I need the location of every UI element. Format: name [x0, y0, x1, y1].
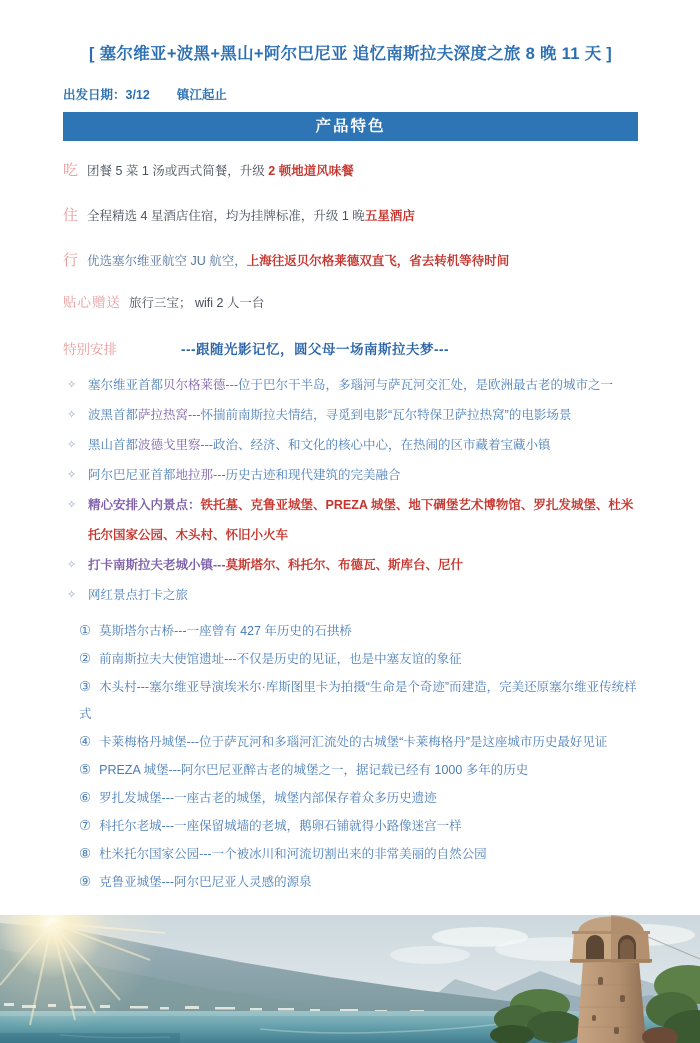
bullet-item-included-sights [63, 490, 638, 550]
numbered-text: 克鲁亚城堡---阿尔巴尼亚人灵感的源泉 [99, 875, 312, 889]
special-arrangement-row [63, 338, 638, 358]
numbered-sight-list [63, 617, 638, 896]
circled-number-icon: ④ [79, 734, 92, 749]
circled-number-icon: ⑥ [79, 790, 92, 805]
numbered-item [79, 840, 638, 868]
diamond-bullet-icon: ✧ [67, 439, 77, 451]
feature-highlight: 五星酒店 [364, 209, 415, 223]
diamond-bullet-icon: ✧ [67, 589, 77, 601]
bullet-item-old-towns [63, 550, 638, 580]
feature-row-hotel [63, 204, 638, 225]
numbered-item [79, 868, 638, 896]
page-title: [ 塞尔维亚+波黑+黑山+阿尔巴尼亚 追忆南斯拉夫深度之旅 8 晚 11 天 ] [88, 45, 613, 63]
diamond-bullet-icon: ✧ [67, 499, 77, 511]
numbered-text: 杜米托尔国家公园---一个被冰川和河流切割出来的非常美丽的自然公园 [99, 847, 487, 861]
circled-number-icon: ② [79, 651, 92, 666]
numbered-text: PREZA 城堡---阿尔巴尼亚醉古老的城堡之一，据记载已经有 1000 多年的历史 [99, 763, 529, 777]
feature-highlight: 2 顿地道风味餐 [268, 164, 354, 178]
bullet-text: 打卡南斯拉夫老城小镇---莫斯塔尔、科托尔、布德瓦、斯库台、尼什 [88, 558, 464, 572]
bullet-text: 精心安排入内景点：铁托墓、克鲁亚城堡、PREZA 城堡、地下碉堡艺术博物馆、罗扎发城堡、杜米托尔国家公园、木头村、怀旧小火车 [88, 498, 634, 542]
circled-number-icon: ⑧ [79, 846, 92, 861]
numbered-item [79, 673, 638, 728]
feature-row-gift [63, 291, 638, 311]
special-arrangement-slogan: ---跟随光影记忆，圆父母一场南斯拉夫梦--- [181, 342, 449, 357]
feature-label-flight: 行 [63, 252, 80, 269]
diamond-bullet-icon: ✧ [67, 409, 77, 421]
departure-info [63, 85, 638, 103]
feature-label-gift: 贴心赠送 [63, 295, 121, 310]
numbered-text: 木头村---塞尔维亚导演埃米尔·库斯图里卡为拍摄“生命是个奇迹”而建造，完美还原塞尔维亚传统样式 [79, 680, 637, 721]
numbered-text: 卡莱梅格丹城堡---位于萨瓦河和多瑙河汇流处的古城堡“卡莱梅格丹”是这座城市历史最好见证 [99, 735, 608, 749]
diamond-bullet-icon: ✧ [67, 469, 77, 481]
section-banner-product-features: 产品特色 [63, 112, 638, 141]
feature-text: 团餐 5 菜 1 汤或西式简餐，升级 2 顿地道风味餐 [87, 164, 354, 178]
bullet-text: 波黑首都萨拉热窝---怀揣前南斯拉夫情结，寻觅到电影“瓦尔特保卫萨拉热窝”的电影场景 [88, 408, 572, 422]
numbered-item [79, 812, 638, 840]
bullet-item-photo-spots [63, 580, 638, 610]
special-arrangement-label: 特别安排 [63, 342, 117, 357]
bullet-text: 阿尔巴尼亚首都地拉那---历史古迹和现代建筑的完美融合 [88, 468, 401, 482]
circled-number-icon: ⑦ [79, 818, 92, 833]
feature-row-flight [63, 249, 638, 270]
departure-city: 镇江起止 [176, 88, 227, 102]
circled-number-icon: ① [79, 623, 92, 638]
feature-label-food: 吃 [63, 162, 80, 179]
bullet-item-sarajevo [63, 400, 638, 430]
feature-text: 优选塞尔维亚航空 JU 航空，上海往返贝尔格莱德双直飞，省去转机等待时间 [87, 254, 510, 268]
bullet-text: 黑山首都波德戈里察---政治、经济、和文化的核心中心，在热闹的区市藏着宝藏小镇 [88, 438, 551, 452]
feature-text: 旅行三宝； wifi 2 人一台 [129, 296, 265, 310]
numbered-text: 科托尔老城---一座保留城墙的老城，鹅卵石铺就得小路像迷宫一样 [99, 819, 462, 833]
feature-highlight: 上海往返贝尔格莱德双直飞，省去转机等待时间 [246, 254, 510, 268]
numbered-item [79, 728, 638, 756]
numbered-item [79, 645, 638, 673]
bullet-text: 塞尔维亚首都贝尔格莱德---位于巴尔干半岛，多瑙河与萨瓦河交汇处，是欧洲最古老的城市之一 [88, 378, 614, 392]
numbered-item [79, 784, 638, 812]
circled-number-icon: ③ [79, 679, 92, 694]
diamond-bullet-icon: ✧ [67, 379, 77, 391]
feature-label-hotel: 住 [63, 207, 80, 224]
circled-number-icon: ⑤ [79, 762, 92, 777]
diamond-bullet-icon: ✧ [67, 559, 77, 571]
numbered-text: 莫斯塔尔古桥---一座曾有 427 年历史的石拱桥 [99, 624, 352, 638]
departure-date: 出发日期：3/12 [63, 88, 150, 102]
circled-number-icon: ⑨ [79, 874, 92, 889]
kotor-bay-photo [0, 915, 700, 1043]
numbered-text: 罗扎发城堡---一座古老的城堡，城堡内部保存着众多历史遗迹 [99, 791, 437, 805]
bullet-item-tirana [63, 460, 638, 490]
bullet-item-podgorica [63, 430, 638, 460]
bullet-text: 网红景点打卡之旅 [88, 588, 189, 602]
numbered-item [79, 756, 638, 784]
bullet-item-belgrade [63, 370, 638, 400]
numbered-text: 前南斯拉夫大使馆遗址---不仅是历史的见证，也是中塞友谊的象征 [99, 652, 462, 666]
highlight-bullet-list [63, 370, 638, 610]
feature-row-food [63, 159, 638, 180]
feature-text: 全程精选 4 星酒店住宿，均为挂牌标准，升级 1 晚五星酒店 [87, 209, 415, 223]
numbered-item [79, 617, 638, 645]
